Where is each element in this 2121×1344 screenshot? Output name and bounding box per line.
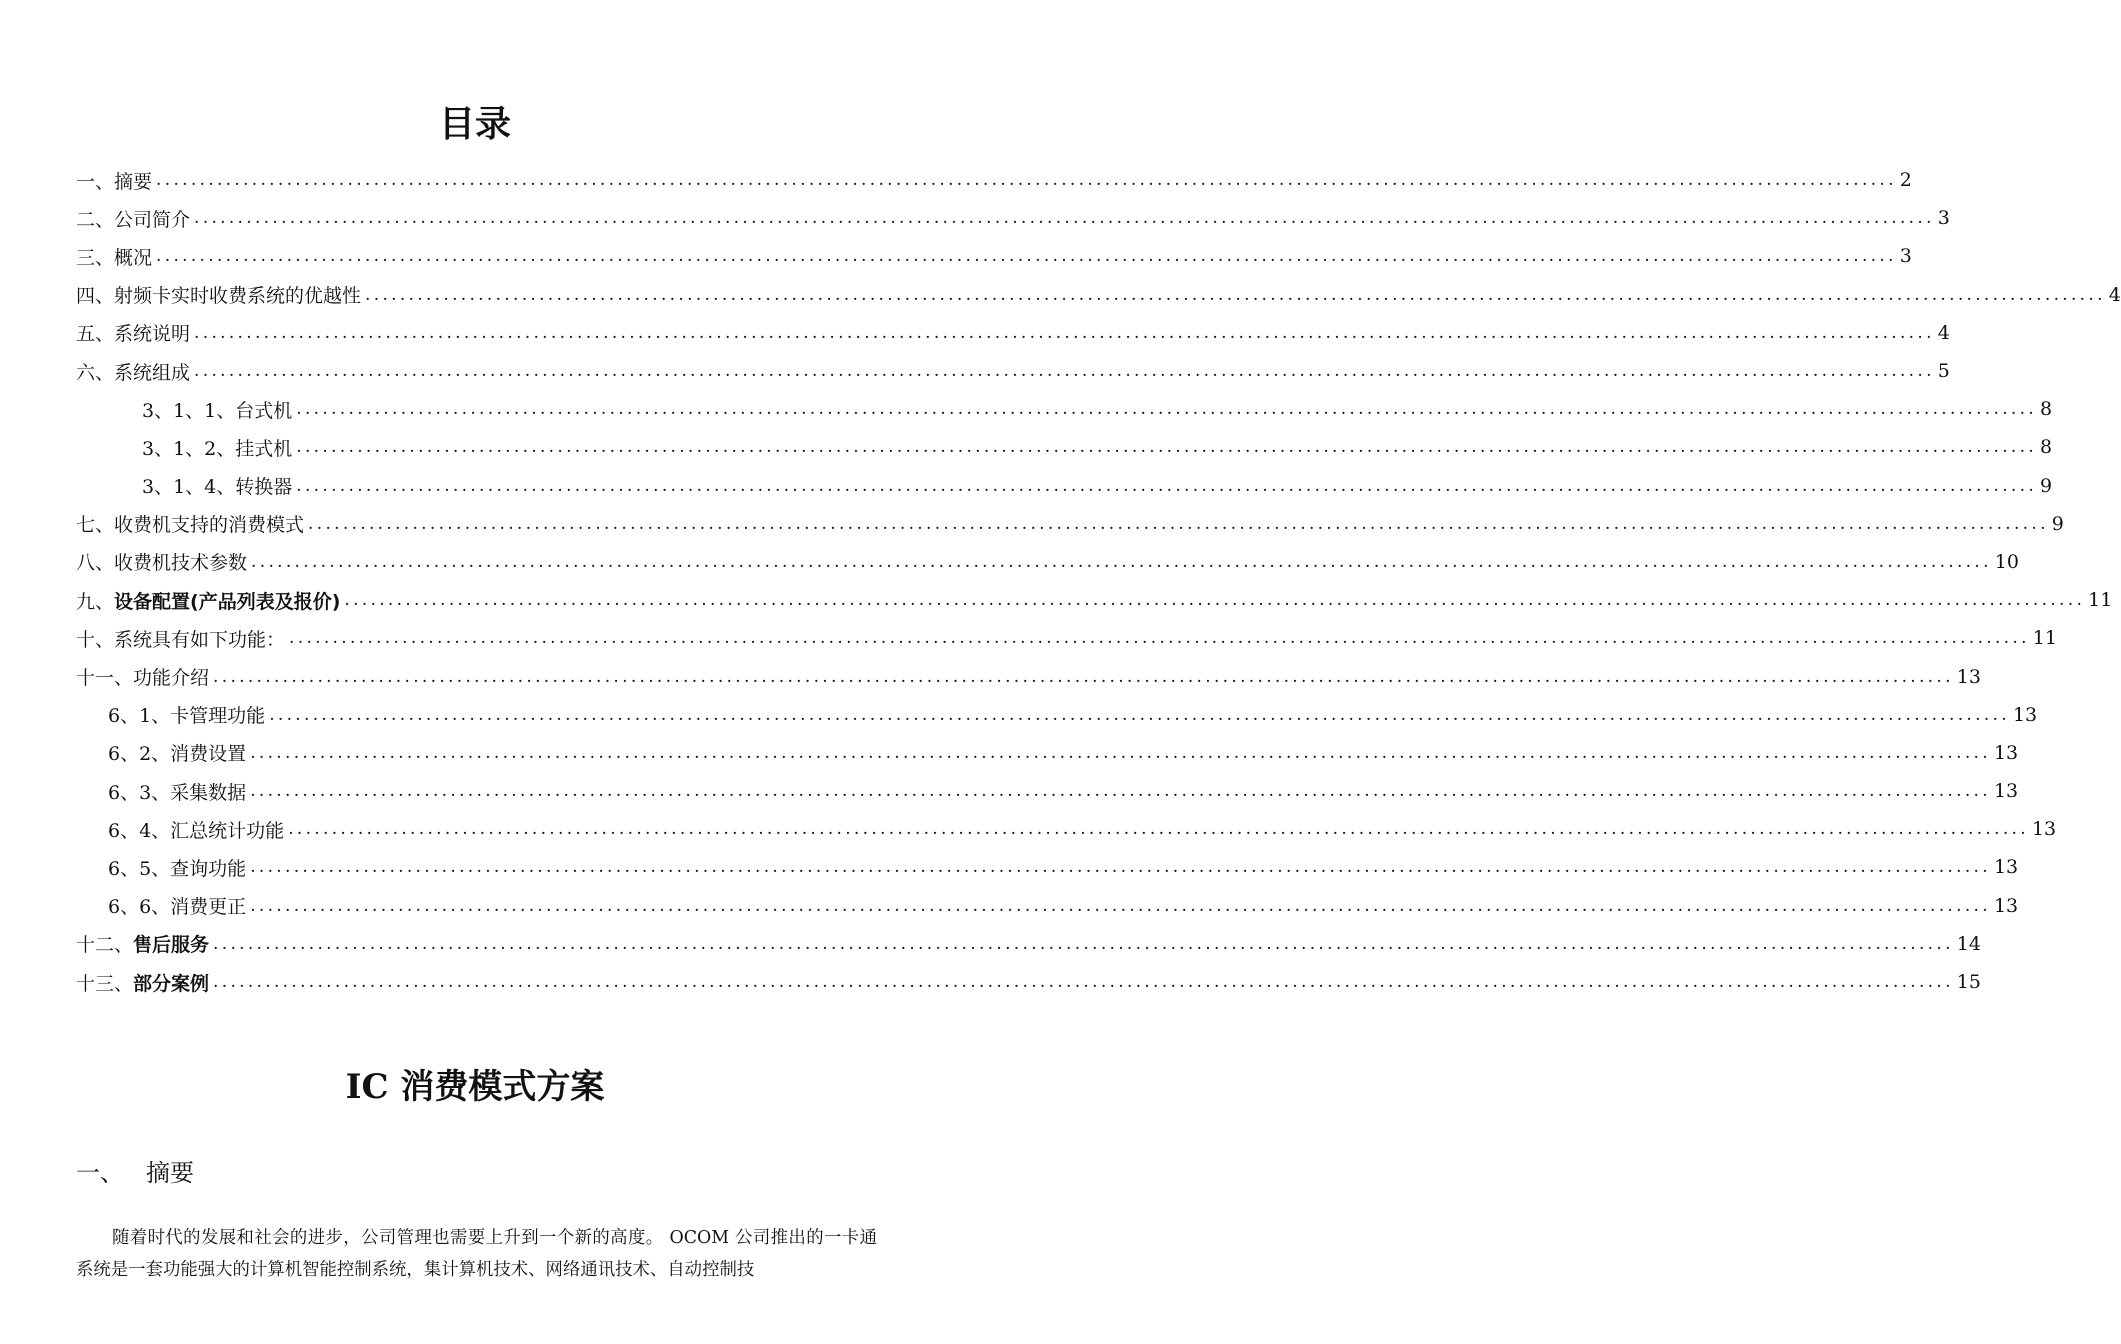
toc-entry-label: 6、2、消费设置 [108, 739, 247, 766]
toc-entry[interactable] [76, 810, 2057, 848]
toc-entry[interactable] [76, 734, 2019, 772]
toc-entry[interactable] [76, 428, 2053, 466]
toc-entry-page: 11 [2088, 589, 2113, 612]
toc-entry-page: 4 [2108, 283, 2121, 306]
toc-leader-dots: ........................................................................................................................................................................................................ [194, 208, 1935, 229]
toc-leader-dots: ........................................................................................................................................................................................................ [269, 704, 2010, 725]
toc-entry-page: 15 [1956, 971, 1981, 994]
document-title: IC 消费模式方案 [345, 1067, 605, 1107]
toc-entry[interactable] [76, 581, 2113, 619]
toc-entry-page: 4 [1937, 321, 1950, 344]
toc-entry-number: 四、 [76, 285, 115, 308]
toc-entry-number: 十二、 [76, 934, 134, 957]
section-paragraph: 随着时代的发展和社会的进步，公司管理也需要上升到一个新的高度。 OCOM 公司推出的一卡通系统是一套功能强大的计算机智能控制系统，集计算机技术、网络通讯技术、自动控制技 [76, 1228, 877, 1280]
table-of-contents [76, 161, 2121, 1001]
toc-entry[interactable] [76, 390, 2053, 428]
toc-entry[interactable] [76, 772, 2019, 810]
toc-leader-dots: ........................................................................................................................................................................................................ [250, 857, 1991, 878]
toc-entry-page: 2 [1899, 169, 1912, 192]
toc-entry-label: 3、1、2、挂式机 [142, 434, 293, 461]
toc-entry-label: 系统具有如下功能： [114, 625, 286, 652]
toc-entry-label: 3、1、1、台式机 [142, 396, 293, 423]
toc-entry-number: 二、 [76, 208, 115, 231]
toc-leader-dots: ........................................................................................................................................................................................................ [213, 933, 1954, 954]
toc-entry[interactable] [76, 505, 2064, 543]
toc-leader-dots: ........................................................................................................................................................................................................ [308, 513, 2049, 534]
toc-entry[interactable] [76, 657, 1981, 695]
toc-entry-label: 摘要 [114, 167, 153, 194]
toc-entry-label: 3、1、4、转换器 [142, 472, 293, 499]
toc-entry-number: 六、 [76, 361, 115, 384]
toc-entry-page: 13 [2012, 703, 2038, 726]
toc-entry-label: 6、1、卡管理功能 [108, 701, 266, 728]
toc-entry-label: 系统说明 [114, 319, 191, 346]
toc-entry-label: 收费机支持的消费模式 [114, 510, 305, 537]
toc-leader-dots: ........................................................................................................................................................................................................ [289, 628, 2030, 649]
toc-leader-dots: ........................................................................................................................................................................................................ [194, 361, 1935, 382]
toc-entry-page: 9 [2051, 512, 2064, 535]
toc-entry-number: 十一、 [76, 667, 134, 690]
toc-entry[interactable] [76, 543, 2019, 581]
toc-entry[interactable] [76, 963, 1981, 1001]
toc-entry-label: 6、4、汇总统计功能 [108, 816, 285, 843]
toc-entry[interactable] [76, 352, 1950, 390]
toc-leader-dots: ........................................................................................................................................................................................................ [156, 246, 1897, 267]
toc-entry[interactable] [76, 314, 1950, 352]
toc-entry[interactable] [76, 199, 1950, 237]
toc-entry[interactable] [76, 467, 2053, 505]
toc-entry-page: 13 [1993, 780, 2019, 803]
toc-entry-page: 13 [1956, 665, 1981, 688]
toc-leader-dots: ........................................................................................................................................................................................................ [296, 437, 2038, 458]
toc-entry-page: 5 [1937, 360, 1950, 383]
toc-leader-dots: ........................................................................................................................................................................................................ [213, 666, 1954, 687]
toc-entry-number: 九、 [76, 590, 115, 613]
toc-entry-number: 三、 [76, 246, 115, 269]
toc-leader-dots: ........................................................................................................................................................................................................ [213, 972, 1954, 993]
toc-entry-page: 10 [1994, 550, 2019, 573]
toc-title: 目录 [438, 104, 511, 145]
toc-entry[interactable] [76, 696, 2038, 734]
toc-entry[interactable] [76, 887, 2019, 925]
toc-entry-page: 11 [2032, 627, 2057, 650]
toc-entry[interactable] [76, 237, 1912, 275]
toc-entry-label: 功能介绍 [133, 663, 210, 690]
toc-leader-dots: ........................................................................................................................................................................................................ [250, 742, 1991, 763]
toc-leader-dots: ........................................................................................................................................................................................................ [194, 322, 1935, 343]
toc-entry-label: 6、5、查询功能 [108, 854, 247, 881]
toc-entry-label: 射频卡实时收费系统的优越性 [114, 281, 362, 308]
toc-entry-page: 14 [1956, 932, 1981, 955]
toc-entry-label: 部分案例 [133, 969, 210, 996]
toc-entry-label: 6、3、采集数据 [108, 778, 247, 805]
toc-leader-dots: ........................................................................................................................................................................................................ [156, 170, 1897, 191]
toc-entry-page: 9 [2040, 474, 2053, 497]
toc-entry-number: 八、 [76, 552, 115, 575]
toc-leader-dots: ........................................................................................................................................................................................................ [288, 819, 2029, 840]
toc-leader-dots: ........................................................................................................................................................................................................ [296, 475, 2038, 496]
toc-entry-label: 概况 [114, 243, 153, 270]
toc-entry-number: 五、 [76, 323, 115, 346]
toc-leader-dots: ........................................................................................................................................................................................................ [250, 895, 1991, 916]
section-number: 一、 [76, 1159, 124, 1187]
toc-entry[interactable] [76, 848, 2019, 886]
toc-entry-page: 8 [2040, 436, 2053, 459]
toc-leader-dots: ........................................................................................................................................................................................................ [344, 590, 2086, 611]
toc-entry-page: 13 [1993, 894, 2019, 917]
toc-entry-number: 十三、 [76, 972, 134, 995]
toc-leader-dots: ........................................................................................................................................................................................................ [365, 284, 2106, 305]
toc-entry-number: 十、 [76, 628, 115, 651]
toc-entry-number: 一、 [76, 170, 115, 193]
toc-entry-label: 收费机技术参数 [114, 548, 248, 575]
toc-entry-label: 系统组成 [114, 358, 191, 385]
toc-entry-label: 设备配置(产品列表及报价) [114, 587, 341, 614]
toc-entry-page: 8 [2040, 398, 2053, 421]
toc-leader-dots: ........................................................................................................................................................................................................ [251, 551, 1992, 572]
toc-entry-page: 13 [2031, 818, 2057, 841]
toc-leader-dots: ........................................................................................................................................................................................................ [250, 781, 1991, 802]
toc-entry[interactable] [76, 925, 1981, 963]
section-title: 摘要 [146, 1159, 194, 1187]
toc-entry-page: 3 [1899, 245, 1912, 268]
toc-entry-page: 3 [1937, 207, 1950, 230]
toc-entry[interactable] [76, 276, 2121, 314]
section-heading [76, 1155, 194, 1191]
toc-entry[interactable] [76, 161, 1912, 199]
toc-entry-page: 13 [1993, 741, 2019, 764]
toc-leader-dots: ........................................................................................................................................................................................................ [296, 399, 2038, 420]
toc-entry-label: 公司简介 [114, 205, 191, 232]
toc-entry-number: 七、 [76, 514, 115, 537]
toc-entry-label: 售后服务 [133, 930, 210, 957]
toc-entry-page: 13 [1993, 856, 2019, 879]
toc-entry-label: 6、6、消费更正 [108, 892, 247, 919]
toc-entry[interactable] [76, 619, 2057, 657]
